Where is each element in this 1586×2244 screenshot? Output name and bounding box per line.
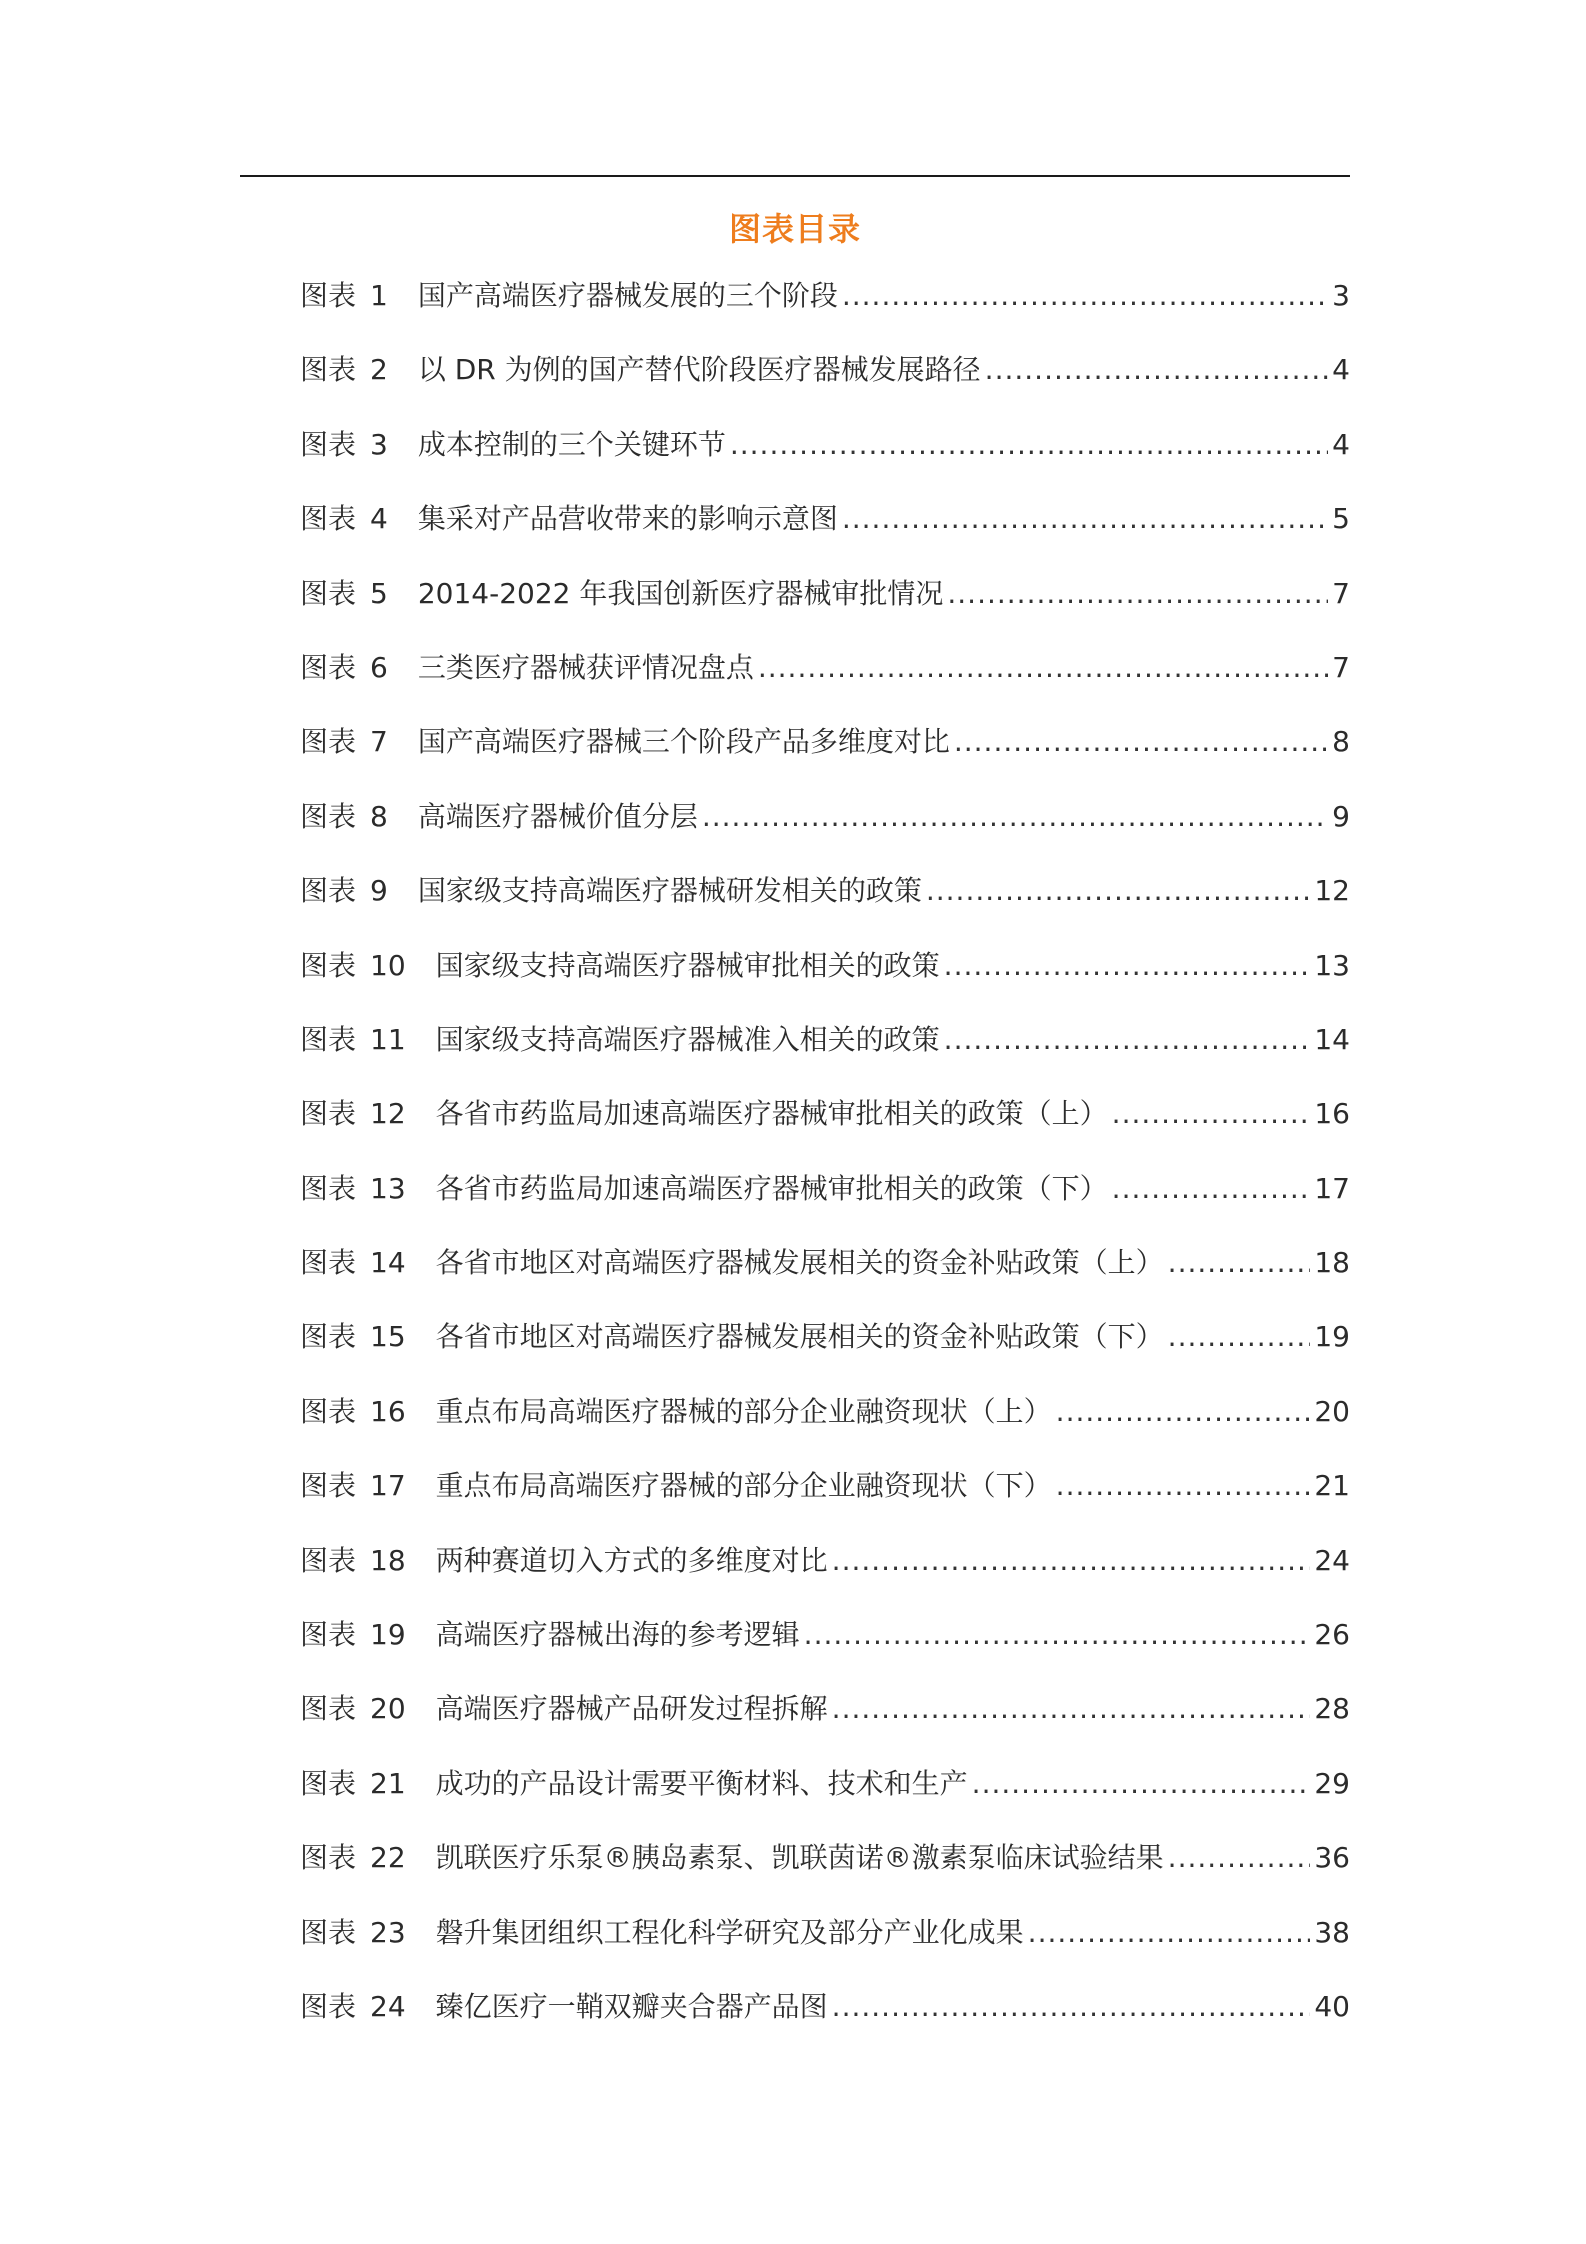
toc-entry-title[interactable]: 国产高端医疗器械三个阶段产品多维度对比	[417, 725, 950, 759]
toc-entry-title[interactable]: 两种赛道切入方式的多维度对比	[435, 1543, 828, 1577]
toc-entry-label: 图表	[300, 353, 357, 387]
toc-entry-title[interactable]: 国产高端医疗器械发展的三个阶段	[417, 279, 838, 312]
toc-entry-title[interactable]: 磐升集团组织工程化科学研究及部分产业化成果	[435, 1915, 1024, 1949]
toc-entry-number: 3	[370, 427, 388, 461]
toc-entry-page[interactable]: 19	[1314, 1320, 1350, 1354]
toc-entry-page[interactable]: 28	[1314, 1692, 1350, 1726]
toc-entry-page[interactable]: 8	[1332, 725, 1350, 759]
toc-entry-page[interactable]: 16	[1314, 1097, 1350, 1131]
toc-dot-leader	[926, 874, 1311, 907]
toc-entry-page[interactable]: 4	[1332, 353, 1350, 387]
toc-entry-number: 17	[370, 1469, 406, 1503]
toc-dot-leader	[758, 651, 1328, 684]
toc-dot-leader	[1056, 1469, 1311, 1502]
toc-entry-number: 1	[370, 279, 388, 312]
toc-entry-label: 图表	[300, 1097, 357, 1131]
toc-entry-label: 图表	[300, 1692, 357, 1726]
toc-entry-page[interactable]: 4	[1332, 427, 1350, 461]
toc-dot-leader	[832, 1544, 1311, 1577]
toc-entry-label: 图表	[300, 502, 357, 536]
toc-entry[interactable]	[300, 1687, 1350, 1761]
toc-entry-label: 图表	[300, 576, 357, 610]
toc-entry-number: 15	[370, 1320, 406, 1354]
toc-entry[interactable]	[300, 795, 1350, 869]
toc-entry-title[interactable]: 重点布局高端医疗器械的部分企业融资现状（上）	[435, 1394, 1052, 1428]
toc-entry-page[interactable]: 18	[1314, 1246, 1350, 1280]
toc-entry-label: 图表	[300, 427, 357, 461]
toc-entry-label: 图表	[300, 1394, 357, 1428]
toc-dot-leader	[804, 1618, 1311, 1651]
toc-dot-leader	[842, 502, 1328, 535]
toc-entry[interactable]	[300, 1018, 1350, 1092]
toc-dot-leader	[730, 428, 1328, 461]
toc-entry-page[interactable]: 3	[1332, 279, 1350, 312]
toc-entry[interactable]	[300, 720, 1350, 794]
toc-entry-number: 18	[370, 1543, 406, 1577]
toc-entry-title[interactable]: 高端医疗器械出海的参考逻辑	[435, 1618, 800, 1652]
toc-dot-leader	[944, 1023, 1311, 1056]
toc-dot-leader	[702, 800, 1328, 833]
toc-entry-title[interactable]: 2014-2022 年我国创新医疗器械审批情况	[417, 576, 944, 610]
toc-entry-page[interactable]: 21	[1314, 1469, 1350, 1503]
toc-entry-label: 图表	[300, 799, 357, 833]
toc-entry-title[interactable]: 成本控制的三个关键环节	[417, 427, 726, 461]
toc-entry-title[interactable]: 各省市地区对高端医疗器械发展相关的资金补贴政策（下）	[435, 1320, 1164, 1354]
toc-dot-leader	[1168, 1841, 1311, 1874]
toc-entry-page[interactable]: 24	[1314, 1543, 1350, 1577]
toc-entry[interactable]	[300, 1539, 1350, 1613]
toc-entry[interactable]	[300, 1315, 1350, 1389]
toc-dot-leader	[947, 577, 1328, 610]
toc-entry-title[interactable]: 国家级支持高端医疗器械审批相关的政策	[435, 948, 940, 982]
toc-entry-number: 9	[370, 874, 388, 908]
toc-entry-title[interactable]: 凯联医疗乐泵®胰岛素泵、凯联茵诺®激素泵临床试验结果	[435, 1841, 1164, 1875]
toc-entry-label: 图表	[300, 1915, 357, 1949]
toc-entry-title[interactable]: 重点布局高端医疗器械的部分企业融资现状（下）	[435, 1469, 1052, 1503]
toc-entry-page[interactable]: 9	[1332, 799, 1350, 833]
toc-entry[interactable]	[300, 1390, 1350, 1464]
toc-dot-leader	[1112, 1097, 1311, 1130]
toc-entry[interactable]	[300, 869, 1350, 943]
toc-dot-leader	[972, 1767, 1311, 1800]
toc-entry-label: 图表	[300, 1022, 357, 1056]
toc-entry-label: 图表	[300, 1171, 357, 1205]
toc-entry-label: 图表	[300, 1543, 357, 1577]
toc-entry-number: 23	[370, 1915, 406, 1949]
toc-entry-number: 21	[370, 1766, 406, 1800]
toc-entry-number: 12	[370, 1097, 406, 1131]
toc-entry-label: 图表	[300, 1766, 357, 1800]
toc-dot-leader	[954, 725, 1328, 758]
toc-entry[interactable]	[300, 1241, 1350, 1315]
toc-entry-label: 图表	[300, 874, 357, 908]
toc-entry[interactable]	[300, 646, 1350, 720]
toc-entry-number: 20	[370, 1692, 406, 1726]
toc-dot-leader	[1028, 1916, 1311, 1949]
toc-entry-label: 图表	[300, 279, 357, 312]
toc-entry-page[interactable]: 40	[1314, 1989, 1350, 2023]
toc-entry[interactable]	[300, 497, 1350, 571]
toc-entry-number: 4	[370, 502, 388, 536]
toc-entry-number: 11	[370, 1022, 406, 1056]
toc-entry[interactable]	[300, 1836, 1350, 1910]
toc-entry[interactable]	[300, 944, 1350, 1018]
toc-entry-label: 图表	[300, 1618, 357, 1652]
toc-entry-title[interactable]: 国家级支持高端医疗器械准入相关的政策	[435, 1022, 940, 1056]
toc-entry-page[interactable]: 12	[1314, 874, 1350, 908]
toc-entry-title[interactable]: 臻亿医疗一鞘双瓣夹合器产品图	[435, 1989, 828, 2023]
toc-entry[interactable]	[300, 1762, 1350, 1836]
page-title: 图表目录	[728, 210, 861, 248]
toc-entry-label: 图表	[300, 725, 357, 759]
toc-entry[interactable]	[300, 572, 1350, 646]
toc-entry[interactable]	[300, 423, 1350, 497]
toc-entry-page[interactable]: 17	[1314, 1171, 1350, 1205]
toc-list	[300, 274, 1350, 2059]
toc-entry-number: 5	[370, 576, 388, 610]
toc-dot-leader	[1112, 1172, 1311, 1205]
toc-entry-title[interactable]: 国家级支持高端医疗器械研发相关的政策	[417, 874, 922, 908]
toc-entry[interactable]	[300, 1464, 1350, 1538]
toc-entry-label: 图表	[300, 650, 357, 684]
toc-entry-label: 图表	[300, 1320, 357, 1354]
toc-entry[interactable]	[300, 1167, 1350, 1241]
toc-entry-label: 图表	[300, 1841, 357, 1875]
toc-entry-page[interactable]: 20	[1314, 1394, 1350, 1428]
toc-dot-leader	[1168, 1246, 1311, 1279]
toc-entry-number: 22	[370, 1841, 406, 1875]
toc-entry-number: 14	[370, 1246, 406, 1280]
toc-dot-leader	[832, 1692, 1311, 1725]
toc-entry-page[interactable]: 26	[1314, 1618, 1350, 1652]
toc-dot-leader	[832, 1990, 1311, 2023]
toc-entry-number: 19	[370, 1618, 406, 1652]
toc-entry-label: 图表	[300, 1246, 357, 1280]
toc-dot-leader	[1168, 1320, 1311, 1353]
toc-entry-number: 6	[370, 650, 388, 684]
toc-entry-number: 13	[370, 1171, 406, 1205]
toc-entry-page[interactable]: 7	[1332, 650, 1350, 684]
toc-entry-title[interactable]: 各省市药监局加速高端医疗器械审批相关的政策（上）	[435, 1097, 1108, 1131]
toc-dot-leader	[842, 279, 1328, 312]
toc-entry-number: 10	[370, 948, 406, 982]
toc-entry-number: 8	[370, 799, 388, 833]
toc-dot-leader	[1056, 1395, 1311, 1428]
toc-entry-page[interactable]: 36	[1314, 1841, 1350, 1875]
toc-entry-title[interactable]: 高端医疗器械产品研发过程拆解	[435, 1692, 828, 1726]
toc-entry-label: 图表	[300, 1989, 357, 2023]
toc-entry[interactable]	[300, 1613, 1350, 1687]
toc-entry[interactable]	[300, 1985, 1350, 2059]
toc-dot-leader	[985, 353, 1329, 386]
toc-entry-title[interactable]: 成功的产品设计需要平衡材料、技术和生产	[435, 1766, 968, 1800]
toc-entry[interactable]	[300, 1092, 1350, 1166]
toc-entry-title[interactable]: 以 DR 为例的国产替代阶段医疗器械发展路径	[417, 353, 981, 387]
toc-entry-page[interactable]: 29	[1314, 1766, 1350, 1800]
toc-entry-page[interactable]: 38	[1314, 1915, 1350, 1949]
toc-entry-title[interactable]: 高端医疗器械价值分层	[417, 799, 698, 833]
toc-entry[interactable]	[300, 348, 1350, 422]
toc-entry-title[interactable]: 三类医疗器械获评情况盘点	[417, 650, 754, 684]
toc-entry[interactable]	[300, 1911, 1350, 1985]
toc-entry-title[interactable]: 集采对产品营收带来的影响示意图	[417, 502, 838, 536]
header-rule	[240, 175, 1350, 177]
toc-entry-label: 图表	[300, 1469, 357, 1503]
toc-entry-page[interactable]: 5	[1332, 502, 1350, 536]
toc-entry-page[interactable]: 7	[1332, 576, 1350, 610]
toc-entry-number: 2	[370, 353, 388, 387]
toc-entry-label: 图表	[300, 948, 357, 982]
toc-entry-title[interactable]: 各省市药监局加速高端医疗器械审批相关的政策（下）	[435, 1171, 1108, 1205]
toc-entry-page[interactable]: 13	[1314, 948, 1350, 982]
toc-entry-title[interactable]: 各省市地区对高端医疗器械发展相关的资金补贴政策（上）	[435, 1246, 1164, 1280]
toc-entry-number: 16	[370, 1394, 406, 1428]
toc-entry-number: 7	[370, 725, 388, 759]
toc-entry[interactable]	[300, 274, 1350, 348]
toc-entry-page[interactable]: 14	[1314, 1022, 1350, 1056]
toc-entry-number: 24	[370, 1989, 406, 2023]
toc-dot-leader	[944, 949, 1311, 982]
